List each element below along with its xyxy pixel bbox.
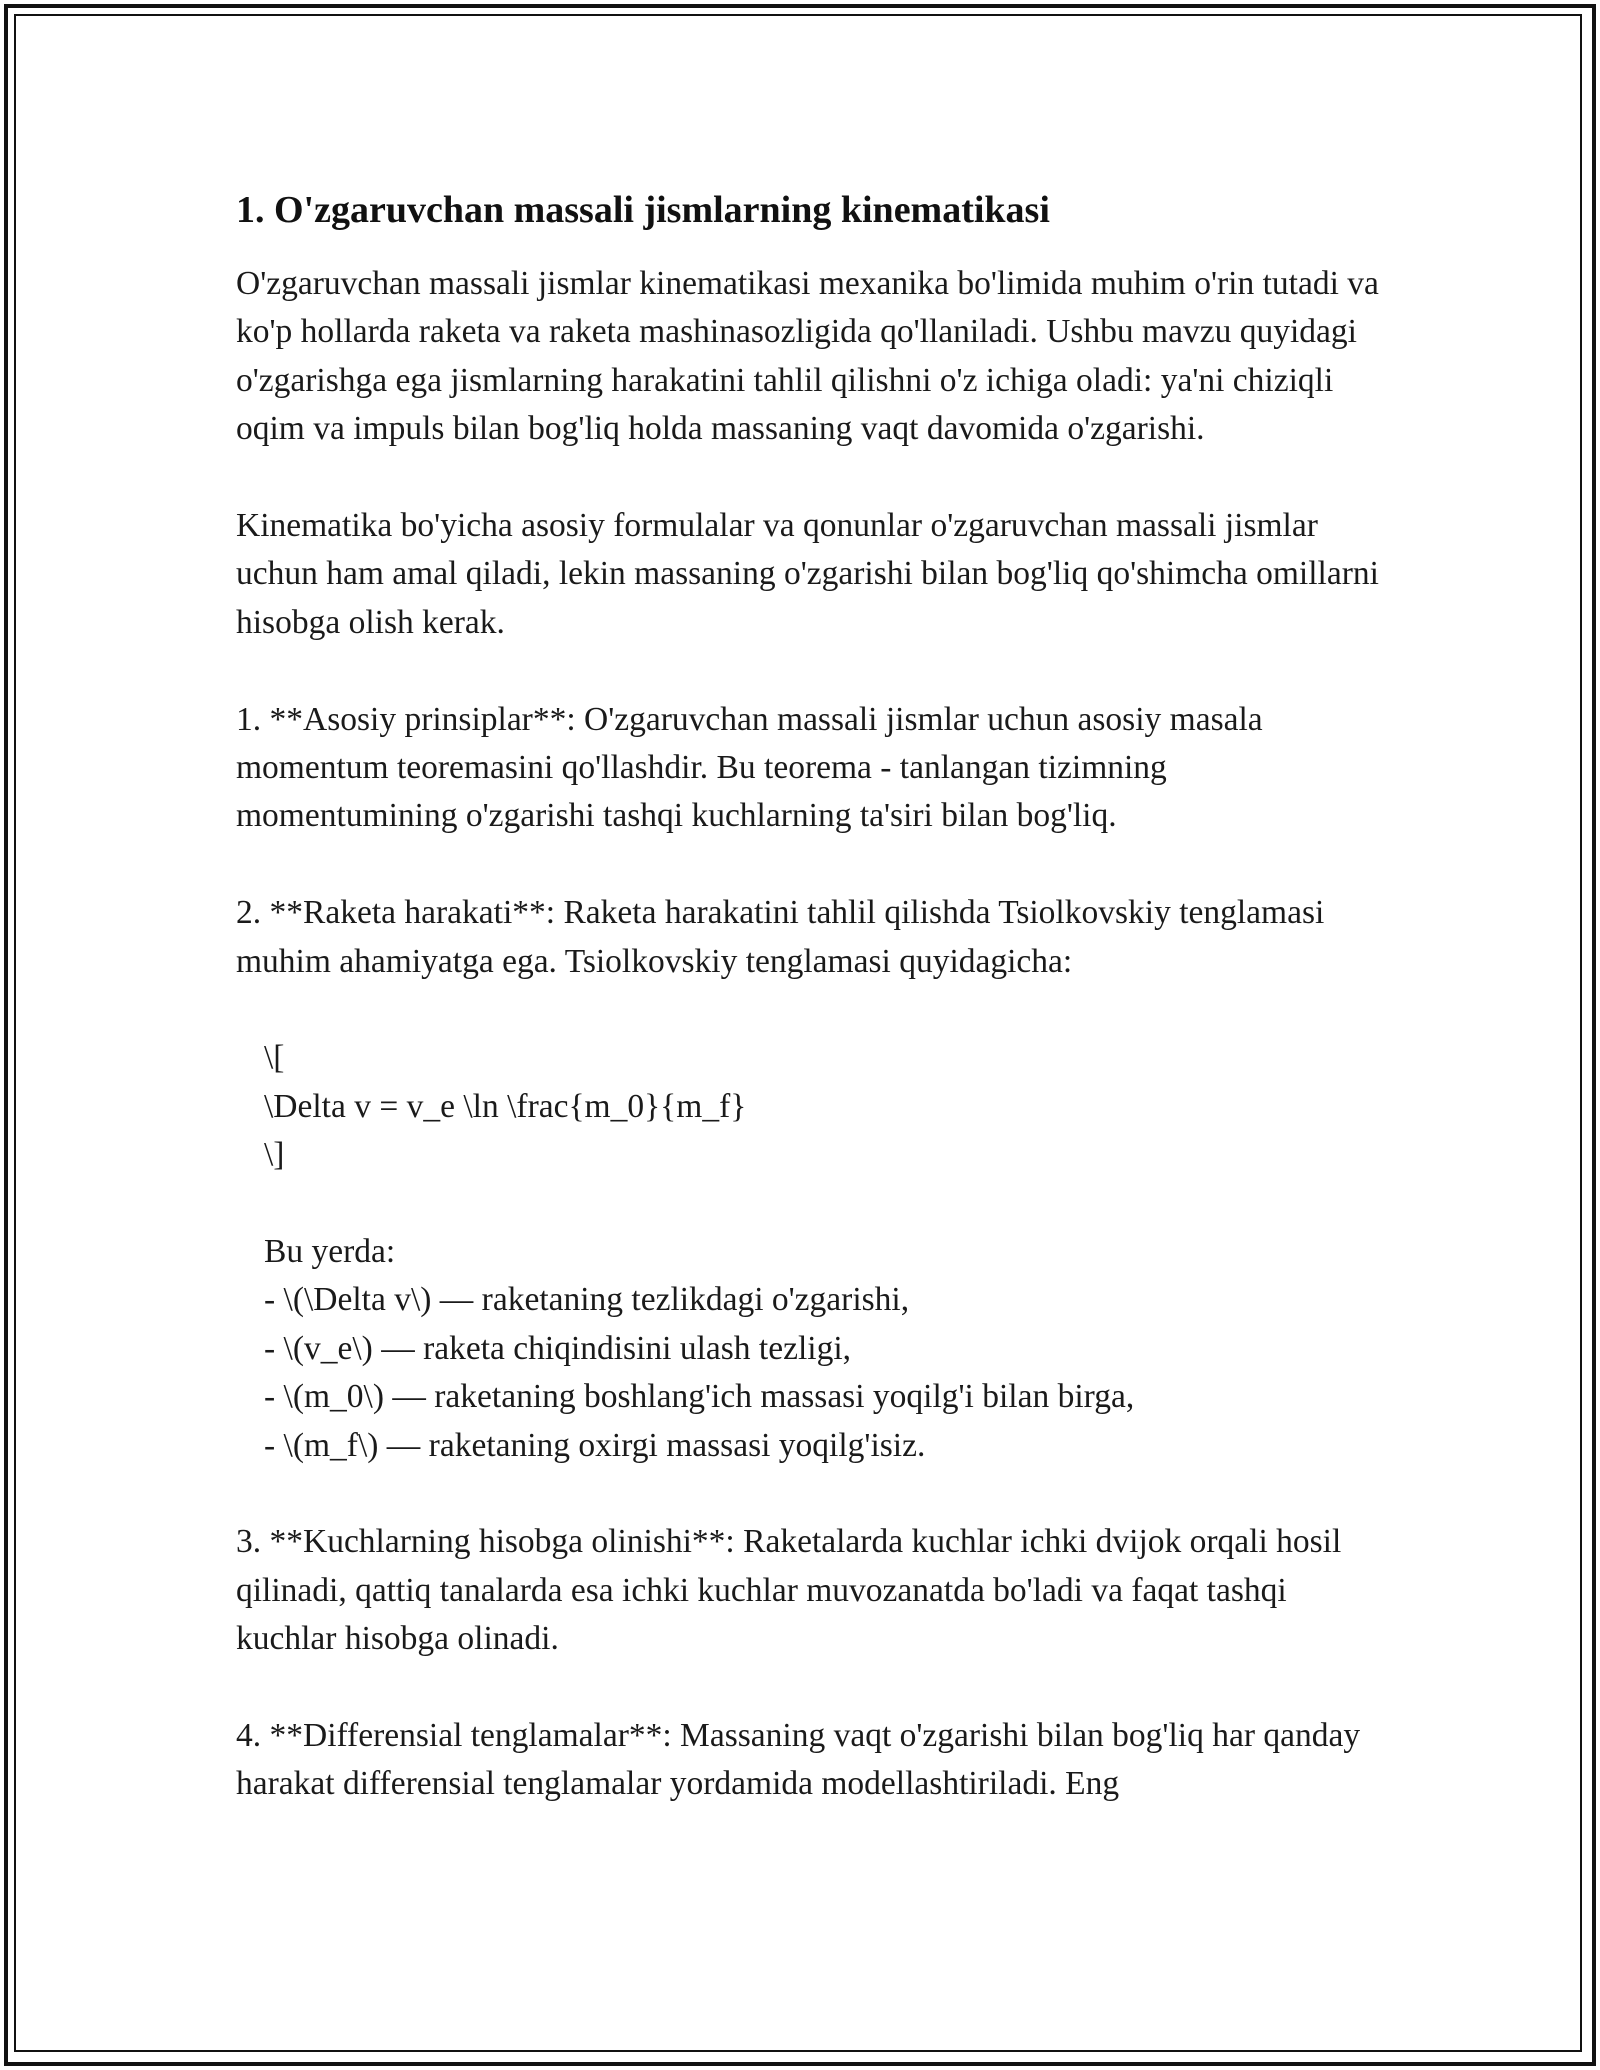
formula-block [236, 1034, 1386, 1470]
where-item-m-f: - \(m_f\) — raketaning oxirgi massasi yoqilg'isiz. [264, 1426, 926, 1464]
where-item-delta-v: - \(\Delta v\) — raketaning tezlikdagi o'zgarishi, [264, 1281, 910, 1319]
principles-paragraph: 1. **Asosiy prinsiplar**: O'zgaruvchan massali jismlar uchun asosiy masala momentum teoremasini qo'llashdir. Bu teorema - tanlangan tizimning momentumining o'zgarishi tashqi kuchlarning ta'siri bilan bog'liq. [236, 700, 1272, 835]
intro-paragraph: O'zgaruvchan massali jismlar kinematikasi mexanika bo'limida muhim o'rin tutadi va ko'p hollarda raketa va raketa mashinasozligida qo'llaniladi. Ushbu mavzu quyidagi o'zgarishga ega jismlarning harakatini tahlil qilishni o'z ichiga oladi: ya'ni chiziqli oqim va impuls bilan bog'liq holda massaning vaqt davomida o'zgarishi. [236, 265, 1388, 448]
section-heading: 1. O'zgaruvchan massali jismlarning kinematikasi [236, 189, 1050, 231]
where-item-v-e: - \(v_e\) — raketa chiqindisini ulash tezligi, [264, 1329, 852, 1367]
where-label: Bu yerda: [264, 1233, 396, 1271]
formula-close: \] [264, 1136, 285, 1174]
kinematics-paragraph: Kinematika bo'yicha asosiy formulalar va qonunlar o'zgaruvchan massali jismlar uchun ham amal qiladi, lekin massaning o'zgarishi bilan bog'liq qo'shimcha omillarni hisobga olish kerak. [236, 507, 1388, 641]
formula-gap [264, 1180, 1386, 1228]
document-body [236, 186, 1386, 1857]
differential-paragraph: 4. **Differensial tenglamalar**: Massaning vaqt o'zgarishi bilan bog'liq har qanday harakat differensial tenglamalar yordamida modellashtiriladi. Eng [236, 1717, 1369, 1803]
where-item-m-0: - \(m_0\) — raketaning boshlang'ich massasi yoqilg'i bilan birga, [264, 1378, 1135, 1416]
forces-paragraph: 3. **Kuchlarning hisobga olinishi**: Raketalarda kuchlar ichki dvijok orqali hosil qilinadi, qattiq tanalarda esa ichki kuchlar muvozanatda bo'ladi va faqat tashqi kuchlar hisobga olinadi. [236, 1523, 1350, 1658]
rocket-motion-paragraph: 2. **Raketa harakati**: Raketa harakatini tahlil qilishda Tsiolkovskiy tenglamasi muhim ahamiyatga ega. Tsiolkovskiy tenglamasi quyidagicha: [236, 894, 1333, 980]
formula-equation: \Delta v = v_e \ln \frac{m_0}{m_f} [264, 1087, 747, 1125]
formula-open: \[ [264, 1039, 285, 1077]
list-gap [236, 1470, 1386, 1518]
